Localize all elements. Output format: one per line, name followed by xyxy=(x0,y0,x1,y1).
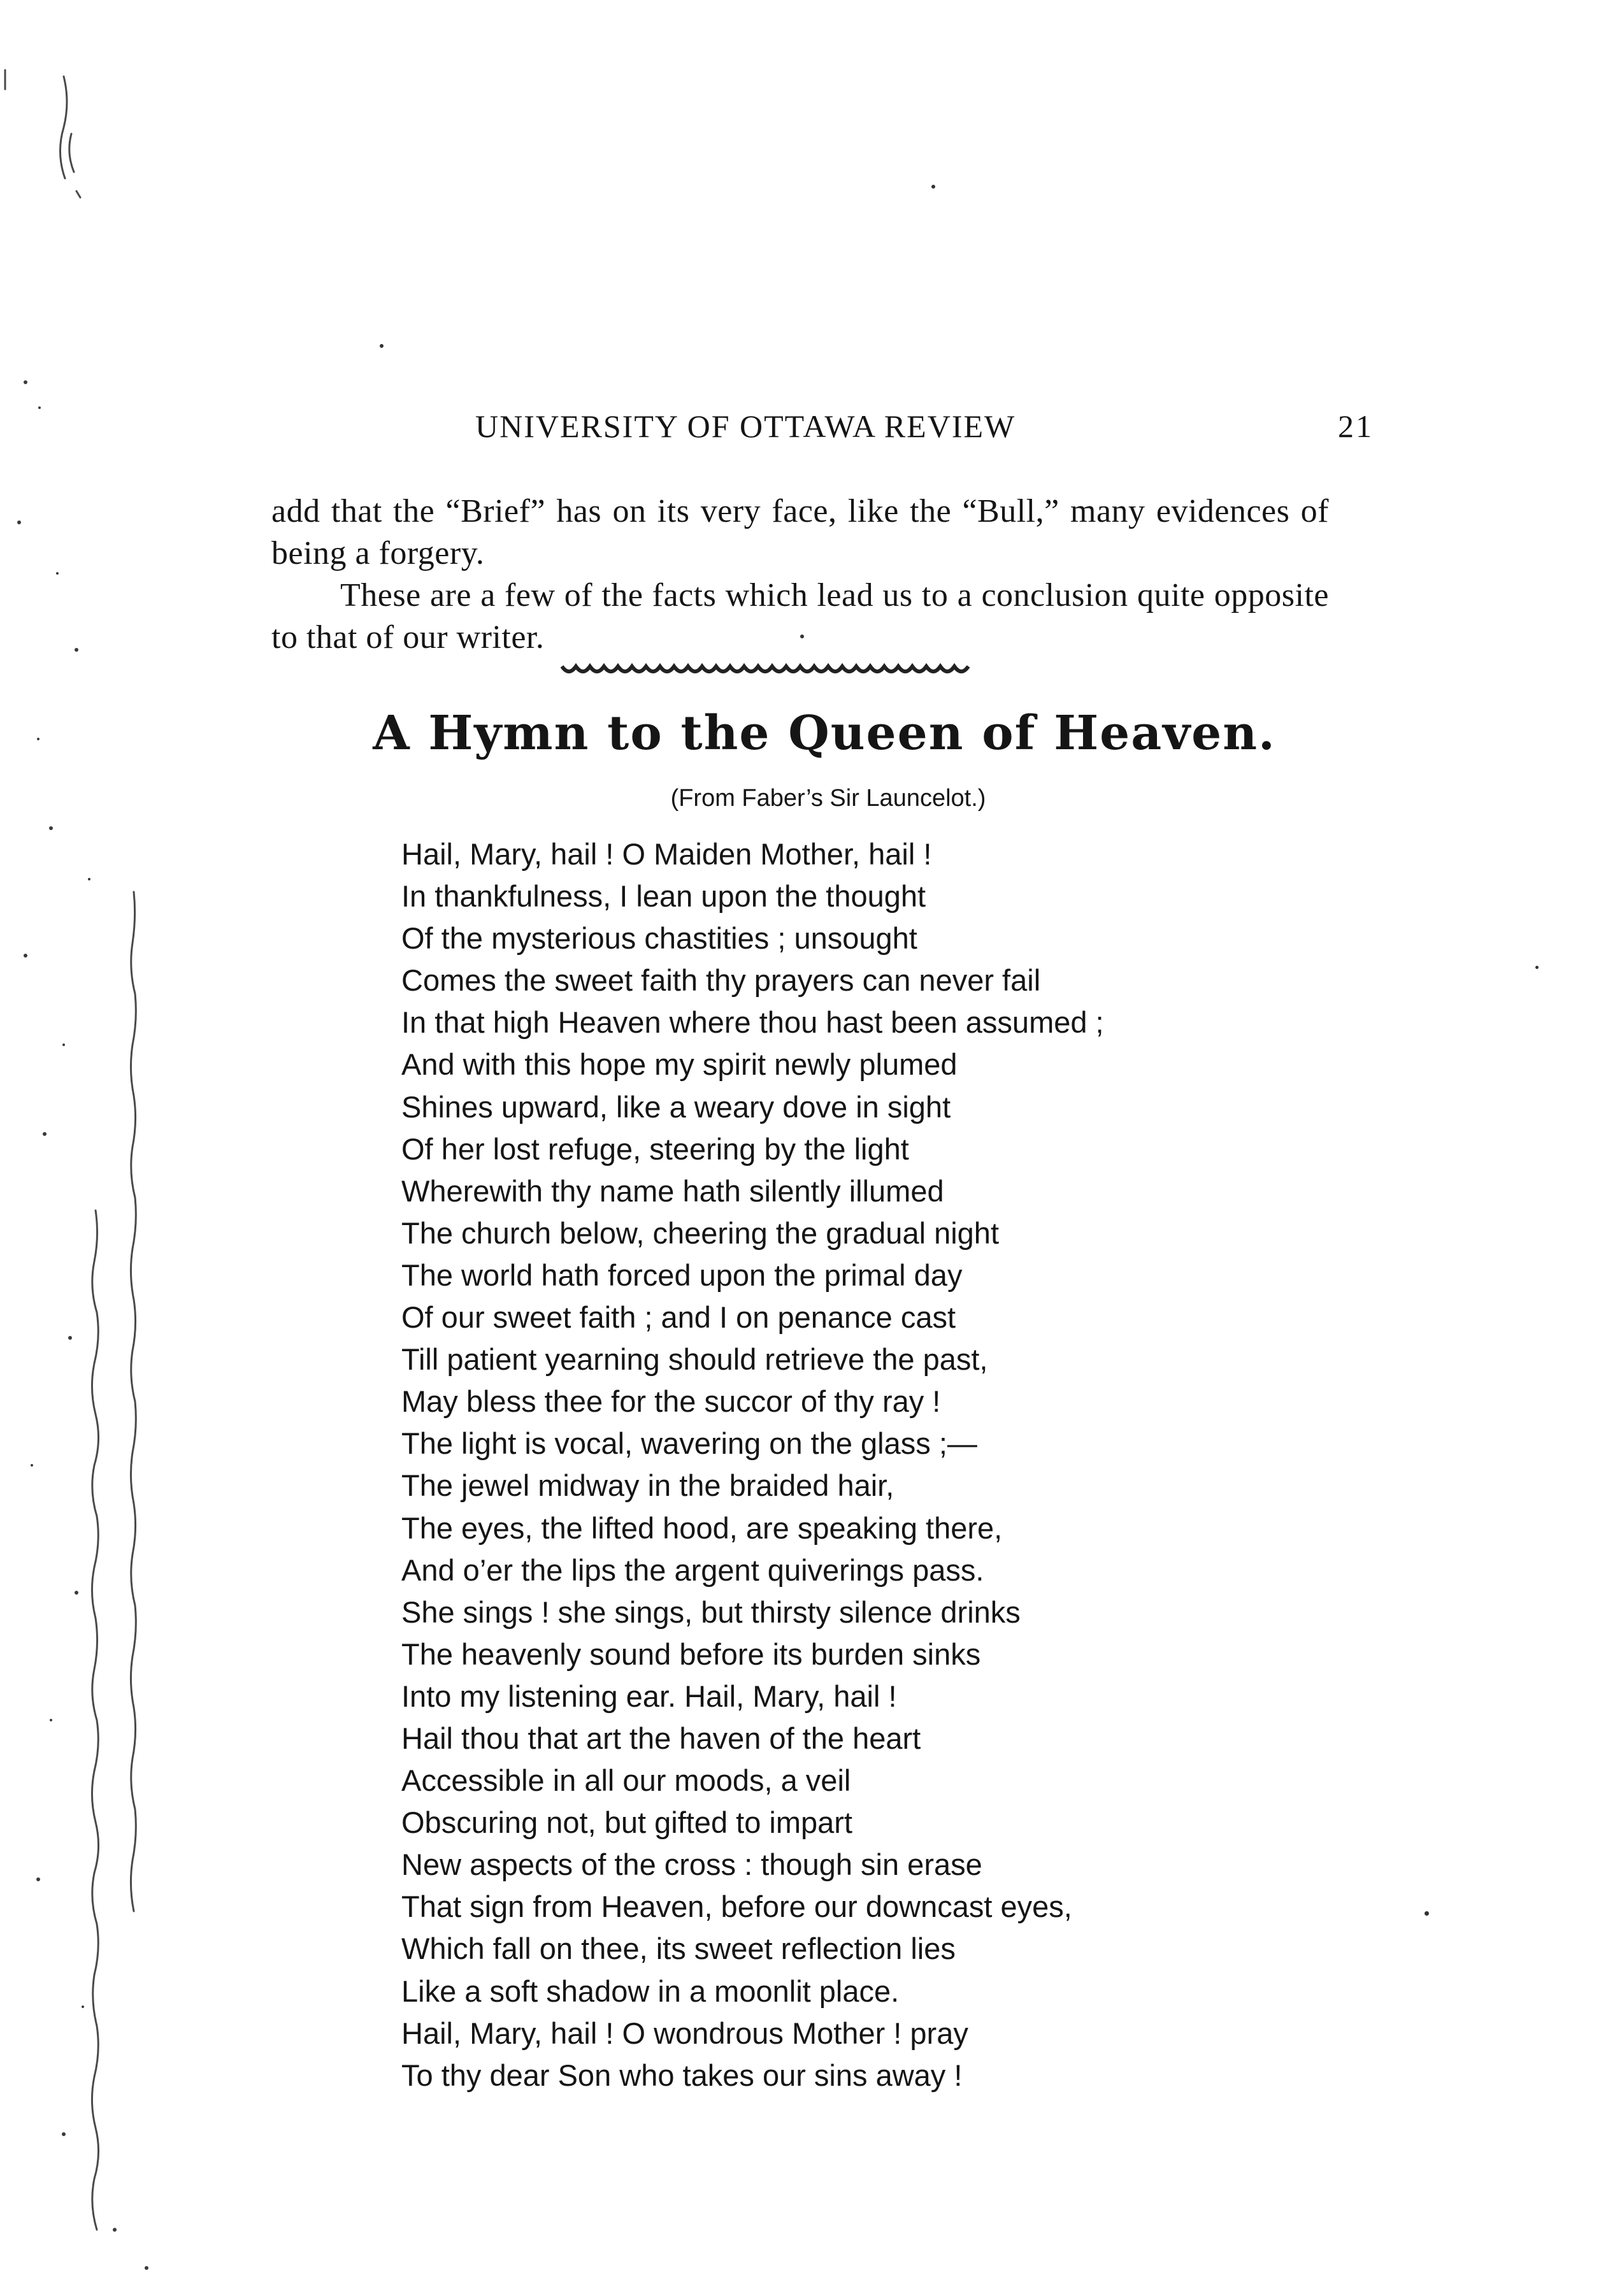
poem-line: Hail thou that art the haven of the heart xyxy=(401,1721,921,1755)
poem-line: The light is vocal, wavering on the glass ;— xyxy=(401,1426,977,1461)
page-header xyxy=(271,408,1374,452)
poem-line: That sign from Heaven, before our downcast eyes, xyxy=(401,1890,1072,1924)
poem-line: Like a soft shadow in a moonlit place. xyxy=(401,1974,900,2008)
poem-line: The world hath forced upon the primal day xyxy=(401,1258,963,1292)
poem-line: The church below, cheering the gradual night xyxy=(401,1216,1000,1250)
poem-line: Hail, Mary, hail ! O wondrous Mother ! pray xyxy=(401,2016,968,2050)
poem-line: May bless thee for the succor of thy ray ! xyxy=(401,1384,941,1419)
scan-speck xyxy=(1425,1911,1429,1916)
poem-line: Which fall on thee, its sweet reflection lies xyxy=(401,1932,956,1966)
poem-line: Into my listening ear. Hail, Mary, hail ! xyxy=(401,1679,897,1713)
poem-line: New aspects of the cross : though sin erase xyxy=(401,1848,982,1882)
scan-speck xyxy=(1535,966,1539,969)
poem-line: To thy dear Son who takes our sins away ! xyxy=(401,2058,963,2092)
poem-line: Hail, Mary, hail ! O Maiden Mother, hail ! xyxy=(401,837,932,871)
paragraph: These are a few of the facts which lead us to a conclusion quite opposite to that of our writer. xyxy=(271,577,1329,656)
poem-line: Of our sweet faith ; and I on penance cast xyxy=(401,1300,956,1335)
poem-line: Comes the sweet faith thy prayers can never fail xyxy=(401,963,1041,998)
poem-line: The eyes, the lifted hood, are speaking there, xyxy=(401,1510,1003,1545)
poem-line: Till patient yearning should retrieve the past, xyxy=(401,1342,988,1377)
wavy-divider xyxy=(561,661,981,680)
page-number: 21 xyxy=(1338,408,1374,444)
page-binding-edge xyxy=(0,0,185,2296)
scan-speck xyxy=(380,344,384,348)
poem-line: In thankfulness, I lean upon the thought xyxy=(401,879,926,914)
poem-line: And with this hope my spirit newly plumed xyxy=(401,1047,958,1082)
poem-line: The jewel midway in the braided hair, xyxy=(401,1468,894,1503)
paragraph: add that the “Brief” has on its very face, like the “Bull,” many evidences of being a forgery. xyxy=(271,493,1329,571)
poem-line: She sings ! she sings, but thirsty silence drinks xyxy=(401,1595,1021,1629)
poem-line: Shines upward, like a weary dove in sight xyxy=(401,1089,951,1124)
poem-line: In that high Heaven where thou hast been assumed ; xyxy=(401,1005,1104,1040)
hymn-title: A Hymn to the Queen of Heaven. xyxy=(373,706,1276,761)
poem-line: Of the mysterious chastities ; unsought xyxy=(401,921,917,956)
running-head: UNIVERSITY OF OTTAWA REVIEW xyxy=(475,408,1016,444)
poem-line: Accessible in all our moods, a veil xyxy=(401,1763,851,1798)
poem-line: Wherewith thy name hath silently illumed xyxy=(401,1173,944,1208)
scan-speck xyxy=(931,185,935,189)
poem-line: Of her lost refuge, steering by the light xyxy=(401,1131,909,1166)
prose-continuation xyxy=(271,491,1329,659)
poem-line: The heavenly sound before its burden sinks xyxy=(401,1637,981,1671)
hymn-poem xyxy=(401,833,1293,2097)
hymn-source: (From Faber’s Sir Launcelot.) xyxy=(670,785,986,812)
poem-line: Obscuring not, but gifted to impart xyxy=(401,1805,852,1840)
poem-line: And o’er the lips the argent quiverings pass. xyxy=(401,1553,984,1587)
